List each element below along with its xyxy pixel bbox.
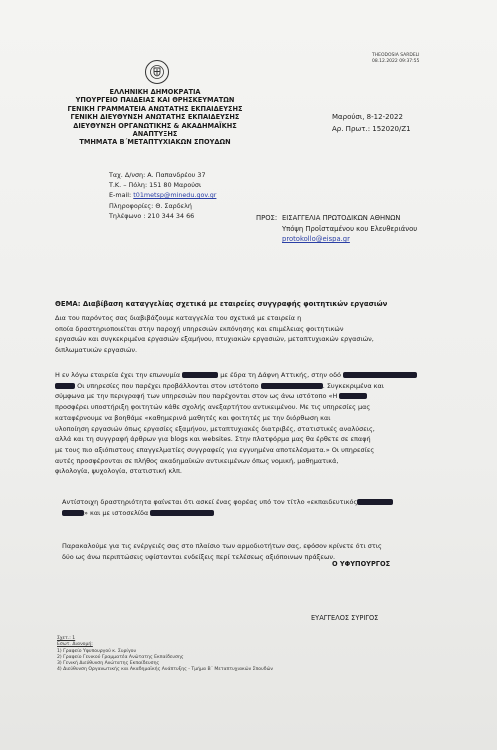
ministry-line: ΔΙΕΥΘΥΝΣΗ ΟΡΓΑΝΩΤΙΚΗΣ & ΑΚΑΔΗΜΑΪΚΗΣ <box>73 121 237 130</box>
paragraph-3 <box>62 497 393 518</box>
enclosure-label: Σχετ.: 1 <box>57 636 76 641</box>
p1-line: διπλωματικών εργασιών. <box>55 346 138 355</box>
recipient-label: ΠΡΟΣ: <box>256 214 278 222</box>
p3-line <box>62 508 393 519</box>
place-date: Μαρούσι, 8-12-2022 <box>332 113 403 121</box>
address-street: Ταχ. Δ/νση: Α. Παπανδρέου 37 <box>109 171 206 179</box>
signatory-title: Ο ΥΦΥΠΟΥΡΓΟΣ <box>332 560 391 568</box>
paragraph-1 <box>55 313 374 356</box>
distribution-item: 2) Γραφείο Γενικού Γραμματέα Ανώτατης Εκπαίδευσης <box>57 654 184 660</box>
p4-line: Παρακαλούμε για τις ενέργειές σας στο πλαίσιο των αρμοδιοτήτων σας, εφόσον κρίνετε ότι στις <box>62 542 382 550</box>
p2-line: καταφέρνουμε να βοηθάμε «καθημερινά μαθητές και φοιτητές με την διόρθωση και <box>55 413 331 422</box>
paragraph-2 <box>55 370 417 477</box>
p2-line: προσφέρει υποστήριξη φοιτητών κάθε σχολής ανεξαρτήτου αντικειμένου. Με τις υπηρεσίες μας <box>55 403 371 412</box>
redaction-bar <box>339 393 367 399</box>
p1-line: Δια του παρόντος σας διαβιβάζουμε καταγγελία του σχετικά με εταιρεία η <box>55 314 302 322</box>
signature-name: THEODOSIA SARDELI <box>372 53 420 58</box>
redaction-bar <box>182 372 218 378</box>
ministry-header <box>60 88 250 147</box>
email-label: E-mail: <box>109 191 132 200</box>
p2-line: αυτές προσφέρονται σε πλήθος ακαδημαϊκών αντικειμένων όπως νομική, μαθηματικά, <box>55 456 339 465</box>
date-block <box>332 111 411 135</box>
address-info: Πληροφορίες: Θ. Σαρδελή <box>109 201 192 210</box>
recipient-email-link[interactable]: protokollo@eispa.gr <box>282 235 350 243</box>
subject-line: ΘΕΜΑ: Διαβίβαση καταγγελίας σχετικά με εταιρείες συγγραφής φοιτητικών εργασιών <box>55 300 388 308</box>
distribution-list <box>57 636 273 674</box>
redaction-bar <box>150 510 214 516</box>
signatory-name: ΕΥΑΓΓΕΛΟΣ ΣΥΡΙΓΟΣ <box>311 614 379 622</box>
redaction-bar <box>55 383 75 389</box>
p2-text: . Συγκεκριμένα και <box>322 381 384 390</box>
protocol-number: Αρ. Πρωτ.: 152020/Ζ1 <box>332 125 411 133</box>
distribution-label: Εσωτ. Διανομή: <box>57 642 93 648</box>
p3-text: Αντίστοιχη δραστηριότητα φαίνεται ότι ασκεί ένας φορέας υπό τον τίτλο «εκπαιδευτικός <box>62 498 358 506</box>
p3-line <box>62 497 393 508</box>
p2-line: υλοποίηση εργασιών όπως εργασίες εξαμήνου, μεταπτυχιακές διατριβές, στατιστικές αναλύσεις, <box>55 424 375 433</box>
p2-text: Η εν λόγω εταιρεία έχει την επωνυμία <box>55 371 181 379</box>
p2-line: με τους πιο αξιόπιστους επαγγελματίες συγγραφείς για εγγυημένα αποτελέσματα.» Οι υπηρεσίες <box>55 445 375 454</box>
ministry-line: ΤΜΗΜΑΤΑ Β΄ΜΕΤΑΠΤΥΧΙΑΚΩΝ ΣΠΟΥΔΩΝ <box>79 138 231 147</box>
p4-line: δύο ως άνω περιπτώσεις υφίστανται ενδείξεις περί τελέσεως αξιόποινων πράξεων. <box>62 552 336 561</box>
ministry-line: ΑΝΑΠΤΥΞΗΣ <box>132 130 178 139</box>
p2-text: Οι υπηρεσίες που παρέχει προβάλλονται στον ιστότοπο <box>77 381 259 390</box>
redaction-bar <box>62 510 84 516</box>
ministry-line: ΥΠΟΥΡΓΕΙΟ ΠΑΙΔΕΙΑΣ ΚΑΙ ΘΡΗΣΚΕΥΜΑΤΩΝ <box>75 96 235 105</box>
address-email-row <box>109 190 216 200</box>
redaction-bar <box>343 372 417 378</box>
p2-text: με έδρα τη Δάφνη Αττικής, στην οδό <box>220 371 342 379</box>
redaction-bar <box>357 499 393 505</box>
p2-line <box>55 391 417 402</box>
greek-state-emblem-icon <box>145 60 169 84</box>
recipient-row <box>256 213 417 224</box>
sender-email-link[interactable]: t01metsp@minedu.gov.gr <box>133 191 217 200</box>
p2-line <box>55 381 417 392</box>
p3-text: » και με ιστοσελίδα <box>84 508 149 517</box>
p2-line: φιλολογία, ψυχολογία, στατιστική κλπ. <box>55 467 183 476</box>
p1-line: οποία δραστηριοποιείται στην παροχή υπηρεσιών εκπόνησης και επιμέλειας φοιτητικών <box>55 324 344 333</box>
address-postal: Τ.Κ. – Πόλη: 151 80 Μαρούσι <box>109 181 202 190</box>
distribution-item: 4) Διεύθυνση Οργανωτικής και Ακαδημαϊκής Ανάπτυξης - Τμήμα Β΄ Μεταπτυχιακών Σπουδών <box>57 667 273 673</box>
recipient-block <box>256 213 417 245</box>
recipient-name: ΕΙΣΑΓΓΕΛΙΑ ΠΡΩΤΟΔΙΚΩΝ ΑΘΗΝΩΝ <box>282 214 401 222</box>
recipient-attention: Υπόψη Προϊσταμένου κου Ελευθεριάνου <box>282 224 418 233</box>
digital-signature-stamp <box>372 53 420 65</box>
sender-address <box>109 170 216 221</box>
p1-line: εργασιών και συγκεκριμένα εργασιών εξαμήνου, πτυχιακών εργασιών, μεταπτυχιακών εργασιών, <box>55 335 374 344</box>
signature-timestamp: 08.12.2022 09:37:55 <box>372 59 420 64</box>
ministry-line: ΓΕΝΙΚΗ ΔΙΕΥΘΥΝΣΗ ΑΝΩΤΑΤΗΣ ΕΚΠΑΙΔΕΥΣΗΣ <box>70 113 240 122</box>
p2-text: σύμφωνα με την περιγραφή των υπηρεσιών που παρέχονται στον ως άνω ιστότοπο «Η <box>55 392 338 401</box>
distribution-item: 3) Γενική Διεύθυνση Ανώτατης Εκπαίδευσης <box>57 661 160 667</box>
distribution-item: 1) Γραφείο Υφυπουργού κ. Συρίγου <box>57 648 137 654</box>
ministry-line: ΓΕΝΙΚΗ ΓΡΑΜΜΑΤΕΙΑ ΑΝΩΤΑΤΗΣ ΕΚΠΑΙΔΕΥΣΗΣ <box>67 104 243 113</box>
p2-line <box>55 370 417 381</box>
redaction-bar <box>261 383 323 389</box>
address-phone: Τηλέφωνο : 210 344 34 66 <box>109 211 195 220</box>
p2-line: αλλά και τη συγγραφή άρθρων για blogs και websites. Στην πλατφόρμα μας θα έρθετε σε επαφή <box>55 435 371 444</box>
ministry-line: ΕΛΛΗΝΙΚΗ ΔΗΜΟΚΡΑΤΙΑ <box>109 88 201 96</box>
